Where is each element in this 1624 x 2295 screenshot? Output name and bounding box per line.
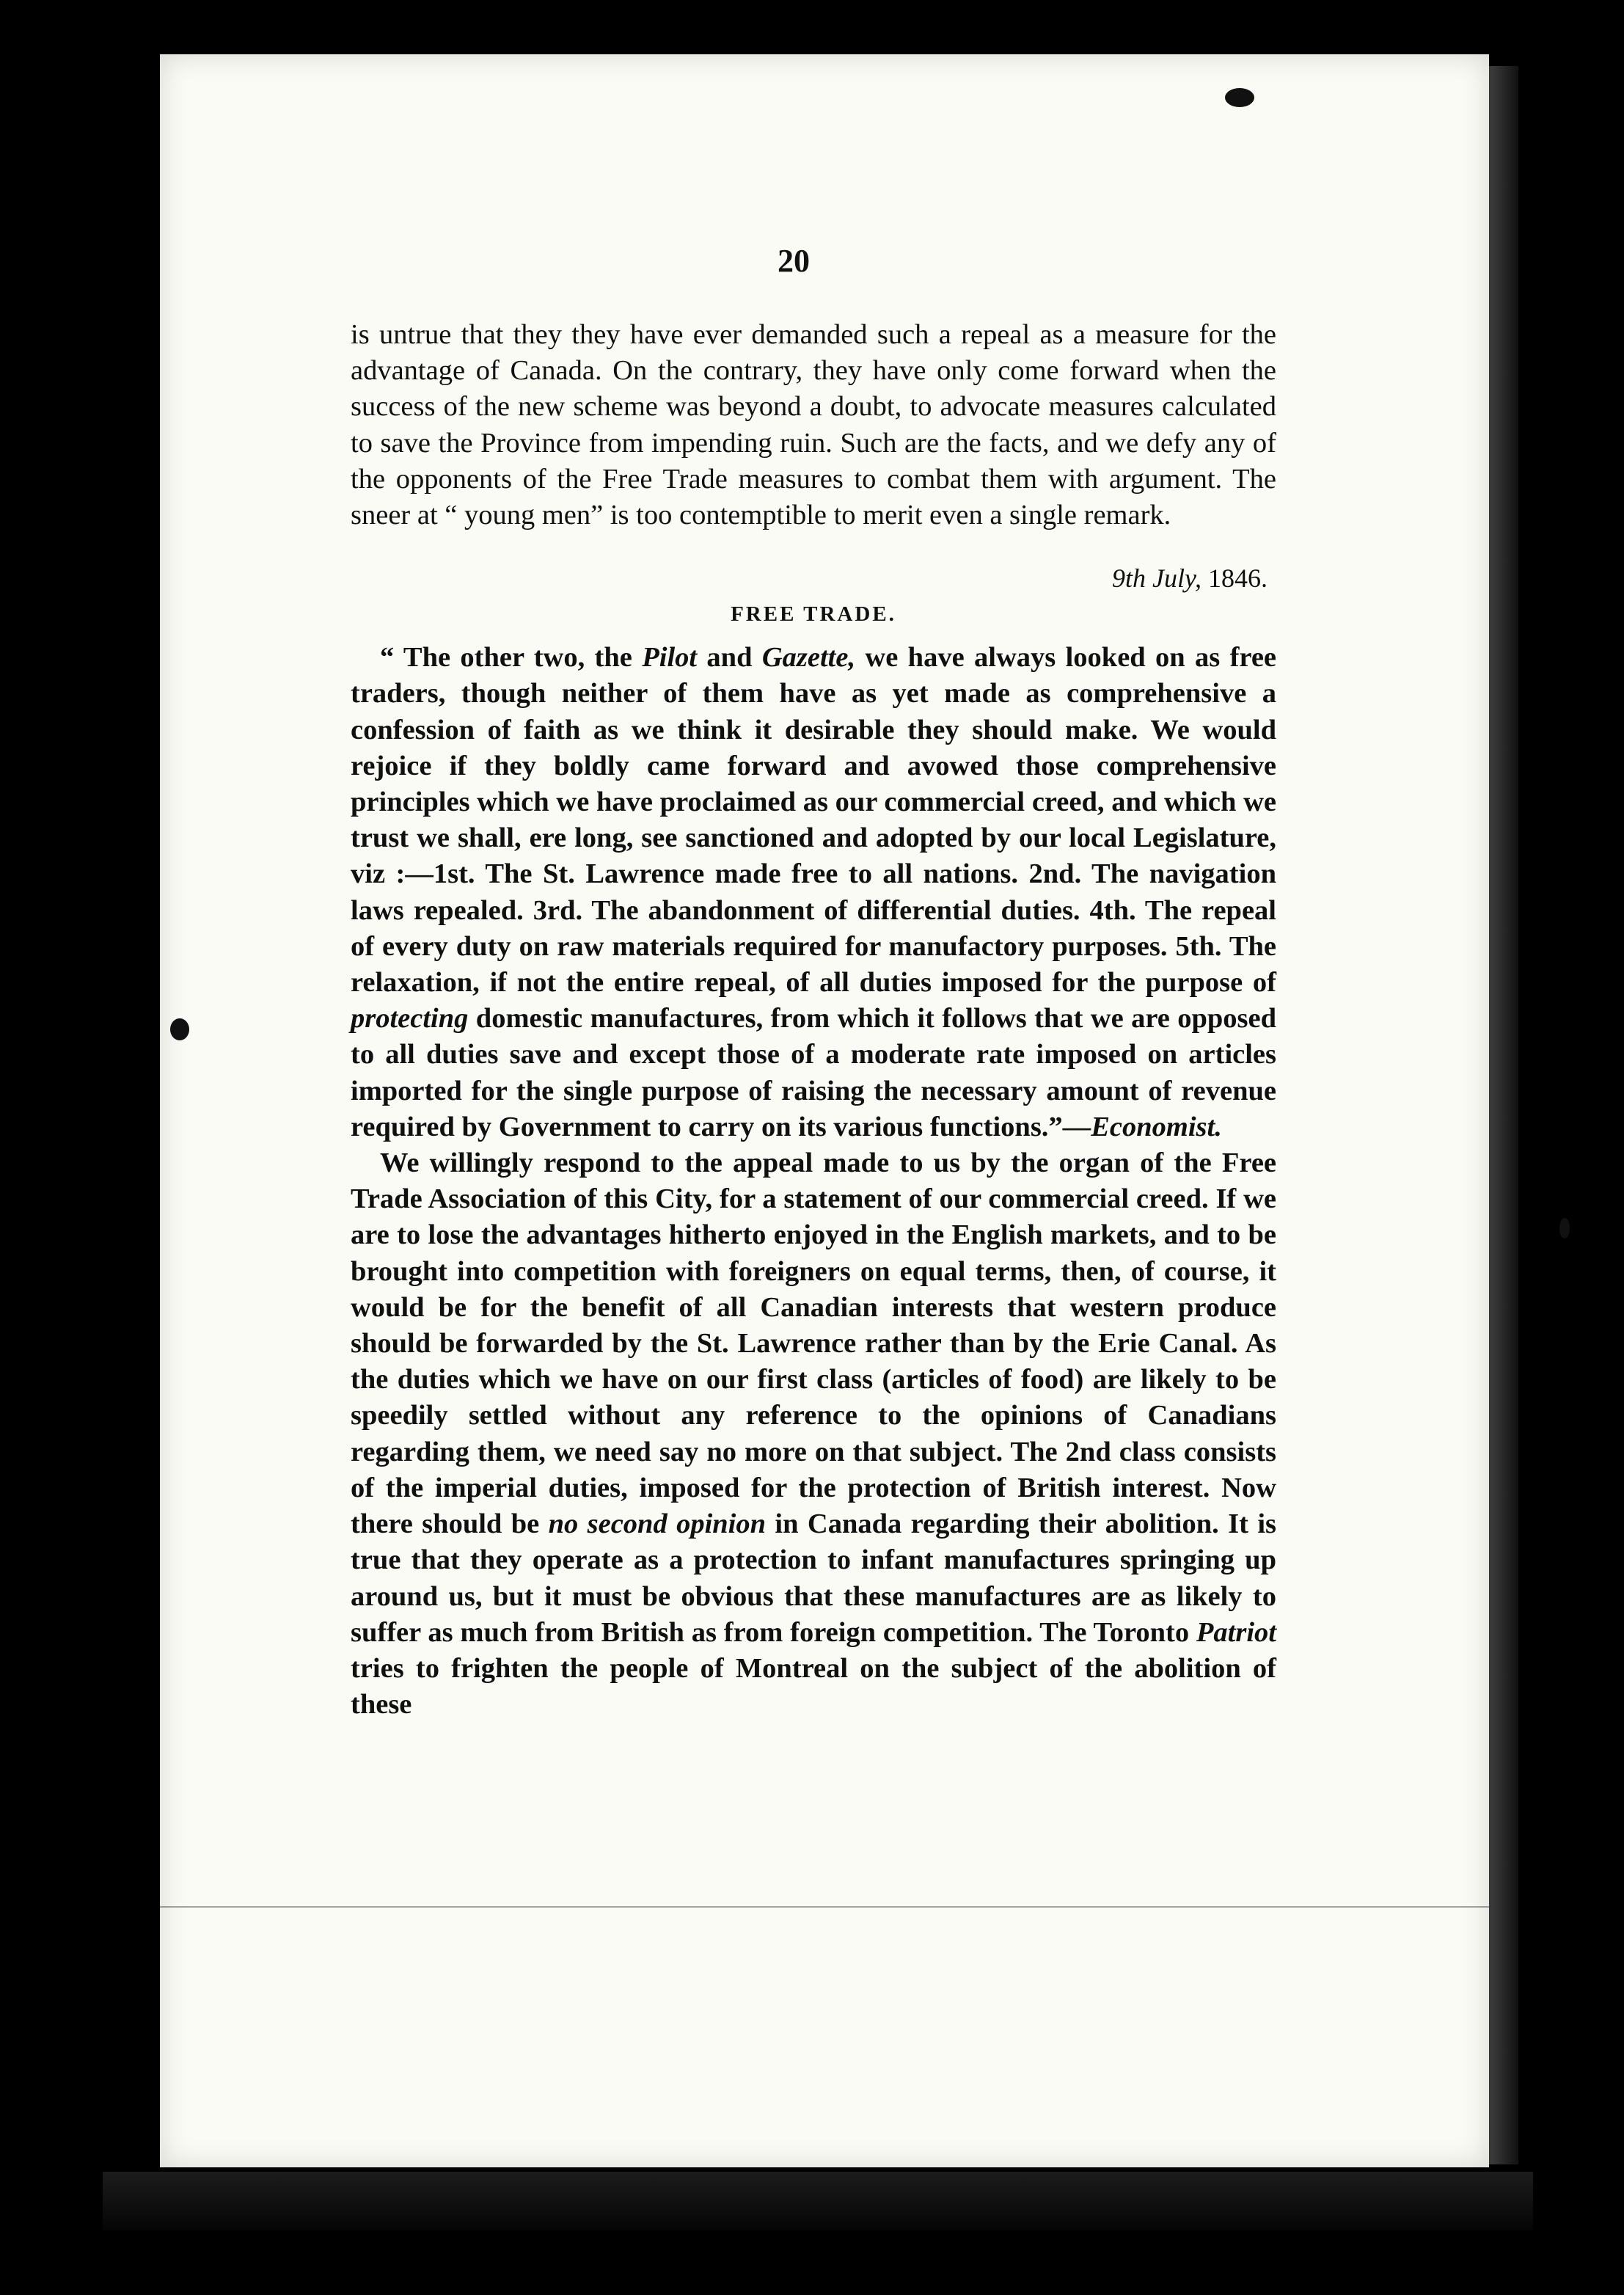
quote-italic: protecting: [351, 1003, 469, 1035]
quote-text: “ The other two, the: [380, 642, 643, 674]
quote-italic: Economist.: [1091, 1111, 1222, 1142]
quoted-paragraph: [351, 640, 1276, 1145]
quote-text: and: [697, 642, 762, 674]
page-number: 20: [778, 243, 810, 279]
ink-blot: [1225, 88, 1254, 107]
quote-italic: Gazette,: [761, 642, 856, 674]
response-text: tries to frighten the people of Montreal on the subject of the abolition of these: [351, 1652, 1276, 1721]
response-paragraph: [351, 1145, 1276, 1723]
response-text: in Canada regarding their abolition. It is true that they operate as a protection to infant manufactures springing up around us, but it must be obvious that these manufactures are as likely to suffer as much from British as from foreign competition. The Toronto: [351, 1508, 1276, 1648]
date-year: 1846.: [1208, 563, 1268, 594]
response-italic: Patriot: [1196, 1616, 1276, 1648]
scan-edge-bottom: [103, 2172, 1533, 2230]
response-text: We willingly respond to the appeal made to us by the organ of the Free Trade Association of this City, for a statement of our commercial creed. If we are to lose the advantages hitherto enjoyed in the English markets, and to be brought into competition with foreigners on equal terms, then, of course, it would be for the benefit of all Canadian interests that western produce should be forwarded by the St. Lawrence rather than by the Erie Canal. As the duties which we have on our first class (articles of food) are likely to be speedily settled without any reference to the opinions of Canadians regarding them, we need say no more on that subject. The 2nd class consists of the imperial duties, imposed for the protection of British interest. Now there should be: [351, 1148, 1276, 1540]
ink-blot: [1559, 1218, 1570, 1238]
quote-italic: Pilot: [642, 642, 698, 674]
quote-text: we have always looked on as free traders, though neither of them have as yet made as comprehensive a confession of faith as we think it desirable they should make. We would rejoice if they boldly came forward and avowed those comprehensive principles which we have proclaimed as our commercial creed, and which we trust we shall, ere long, see sanctioned and adopted by our local Legislature, viz :—1st. The St. Lawrence made free to all nations. 2nd. The navigation laws repealed. 3rd. The abandonment of differential duties. 4th. The repeal of every duty on raw materials required for manufactory purposes. 5th. The relaxation, if not the entire repeal, of all duties imposed for the purpose of: [351, 642, 1276, 999]
section-heading: FREE TRADE.: [731, 602, 896, 627]
text-column: [351, 317, 1276, 1723]
ink-blot: [170, 1018, 189, 1040]
quote-text: domestic manufactures, from which it follows that we are opposed to all duties save and except those of a moderate rate imposed on articles imported for the single purpose of raising the necessary amount of revenue required by Government to carry on its various functions.”—: [351, 1003, 1276, 1142]
scan-artifact-line: [160, 1906, 1489, 1908]
response-italic: no second opinion: [548, 1508, 767, 1540]
dateline: [351, 563, 1268, 594]
paragraph-top: is untrue that they they have ever demanded such a repeal as a measure for the advantage of Canada. On the contrary, they have only come forward when the success of the new scheme was beyond a doubt, to advocate measures calculated to save the Province from impending ruin. Such are the facts, and we defy any of the opponents of the Free Trade measures to combat them with argument. The sneer at “ young men” is too contemptible to merit even a single remark.: [351, 319, 1276, 531]
date-day: 9th July,: [1112, 563, 1201, 594]
